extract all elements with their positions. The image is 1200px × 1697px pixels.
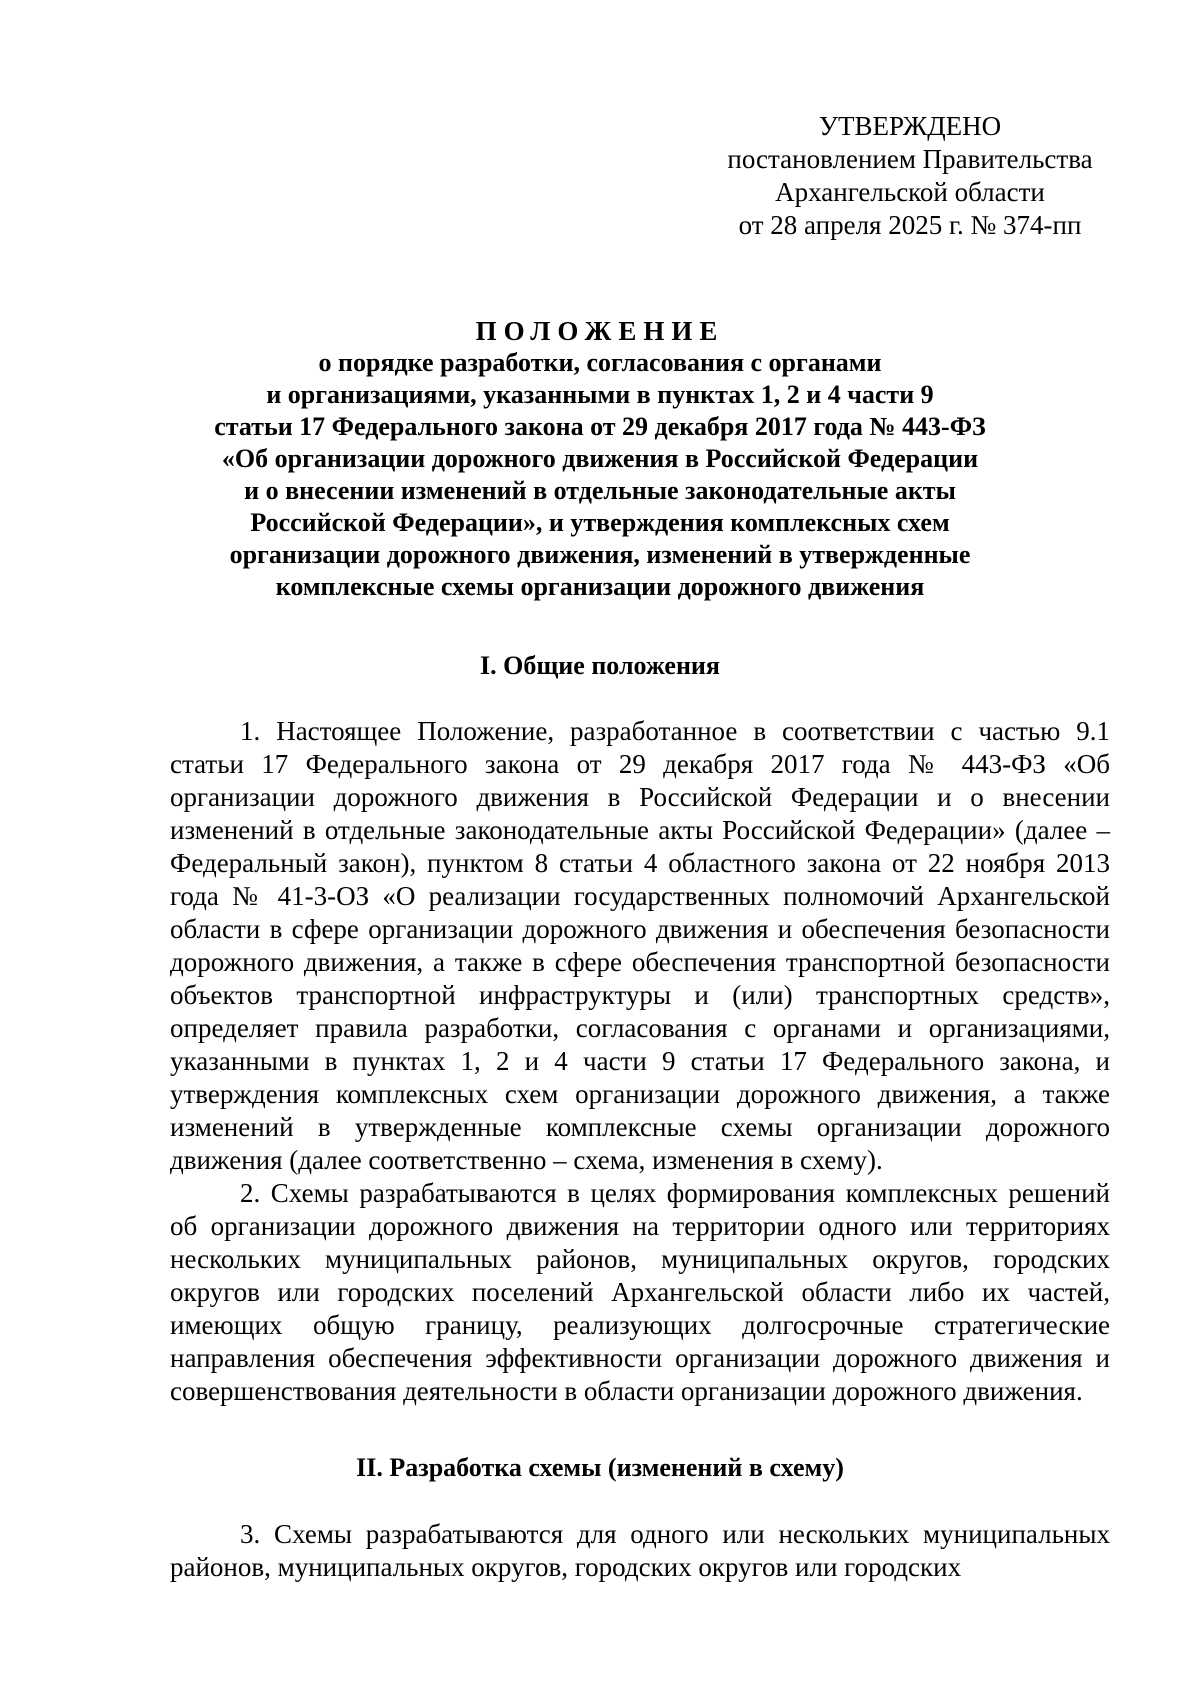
- approval-issuer: постановлением Правительства: [727, 144, 1093, 174]
- title-line: Российской Федерации», и утверждения комплексных схем: [250, 508, 950, 537]
- title-line: «Об организации дорожного движения в Российской Федерации: [221, 444, 979, 473]
- title-line: и о внесении изменений в отдельные законодательные акты: [244, 476, 956, 505]
- title-line: и организациями, указанными в пунктах 1, 2 и 4 части 9: [266, 380, 934, 409]
- section-heading-development: II. Разработка схемы (изменений в схему): [356, 1453, 844, 1482]
- document-title-block: [150, 315, 1050, 603]
- approval-region: Архангельской области: [775, 177, 1045, 207]
- paragraph-3: 3. Схемы разрабатываются для одного или нескольких муниципальных районов, муниципальных округов, городских округов или городских: [170, 1519, 1110, 1582]
- paragraph-2: 2. Схемы разрабатываются в целях формирования комплексных решений об организации дорожного движения на территории одного или территориях нескольких муниципальных районов, муниципальных округов, городских округов или городских поселений Архангельской области либо их частей, имеющих общую границу, реализующих долгосрочные стратегические направления обеспечения эффективности организации дорожного движения и совершенствования деятельности в области организации дорожного движения.: [170, 1178, 1110, 1406]
- approval-date-number: от 28 апреля 2025 г. № 374-пп: [738, 210, 1082, 240]
- section-body-development: [170, 1518, 1110, 1584]
- title-line: организации дорожного движения, изменений в утвержденные: [229, 540, 971, 569]
- document-title: ПОЛОЖЕНИЕ: [475, 316, 725, 346]
- title-line: о порядке разработки, согласования с органами: [318, 348, 882, 377]
- section-body-general: [170, 715, 1110, 1408]
- approval-title: УТВЕРЖДЕНО: [818, 111, 1002, 141]
- title-line: статьи 17 Федерального закона от 29 декабря 2017 года № 443-ФЗ: [214, 412, 986, 441]
- approval-stamp: [700, 110, 1120, 242]
- title-line: комплексные схемы организации дорожного движения: [275, 572, 925, 601]
- paragraph-1: 1. Настоящее Положение, разработанное в соответствии с частью 9.1 статьи 17 Федерального закона от 29 декабря 2017 года № 443-ФЗ «Об организации дорожного движения в Российской Федерации и о внесении изменений в отдельные законодательные акты Российской Федерации» (далее – Федеральный закон), пунктом 8 статьи 4 областного закона от 22 ноября 2013 года № 41-3-ОЗ «О реализации государственных полномочий Архангельской области в сфере организации дорожного движения и обеспечения безопасности дорожного движения, а также в сфере обеспечения транспортной безопасности объектов транспортной инфраструктуры и (или) транспортных средств», определяет правила разработки, согласования с органами и организациями, указанными в пунктах 1, 2 и 4 части 9 статьи 17 Федерального закона, и утверждения комплексных схем организации дорожного движения, а также изменений в утвержденные комплексные схемы организации дорожного движения (далее соответственно – схема, изменения в схему).: [170, 716, 1110, 1175]
- section-heading-general: I. Общие положения: [480, 651, 720, 680]
